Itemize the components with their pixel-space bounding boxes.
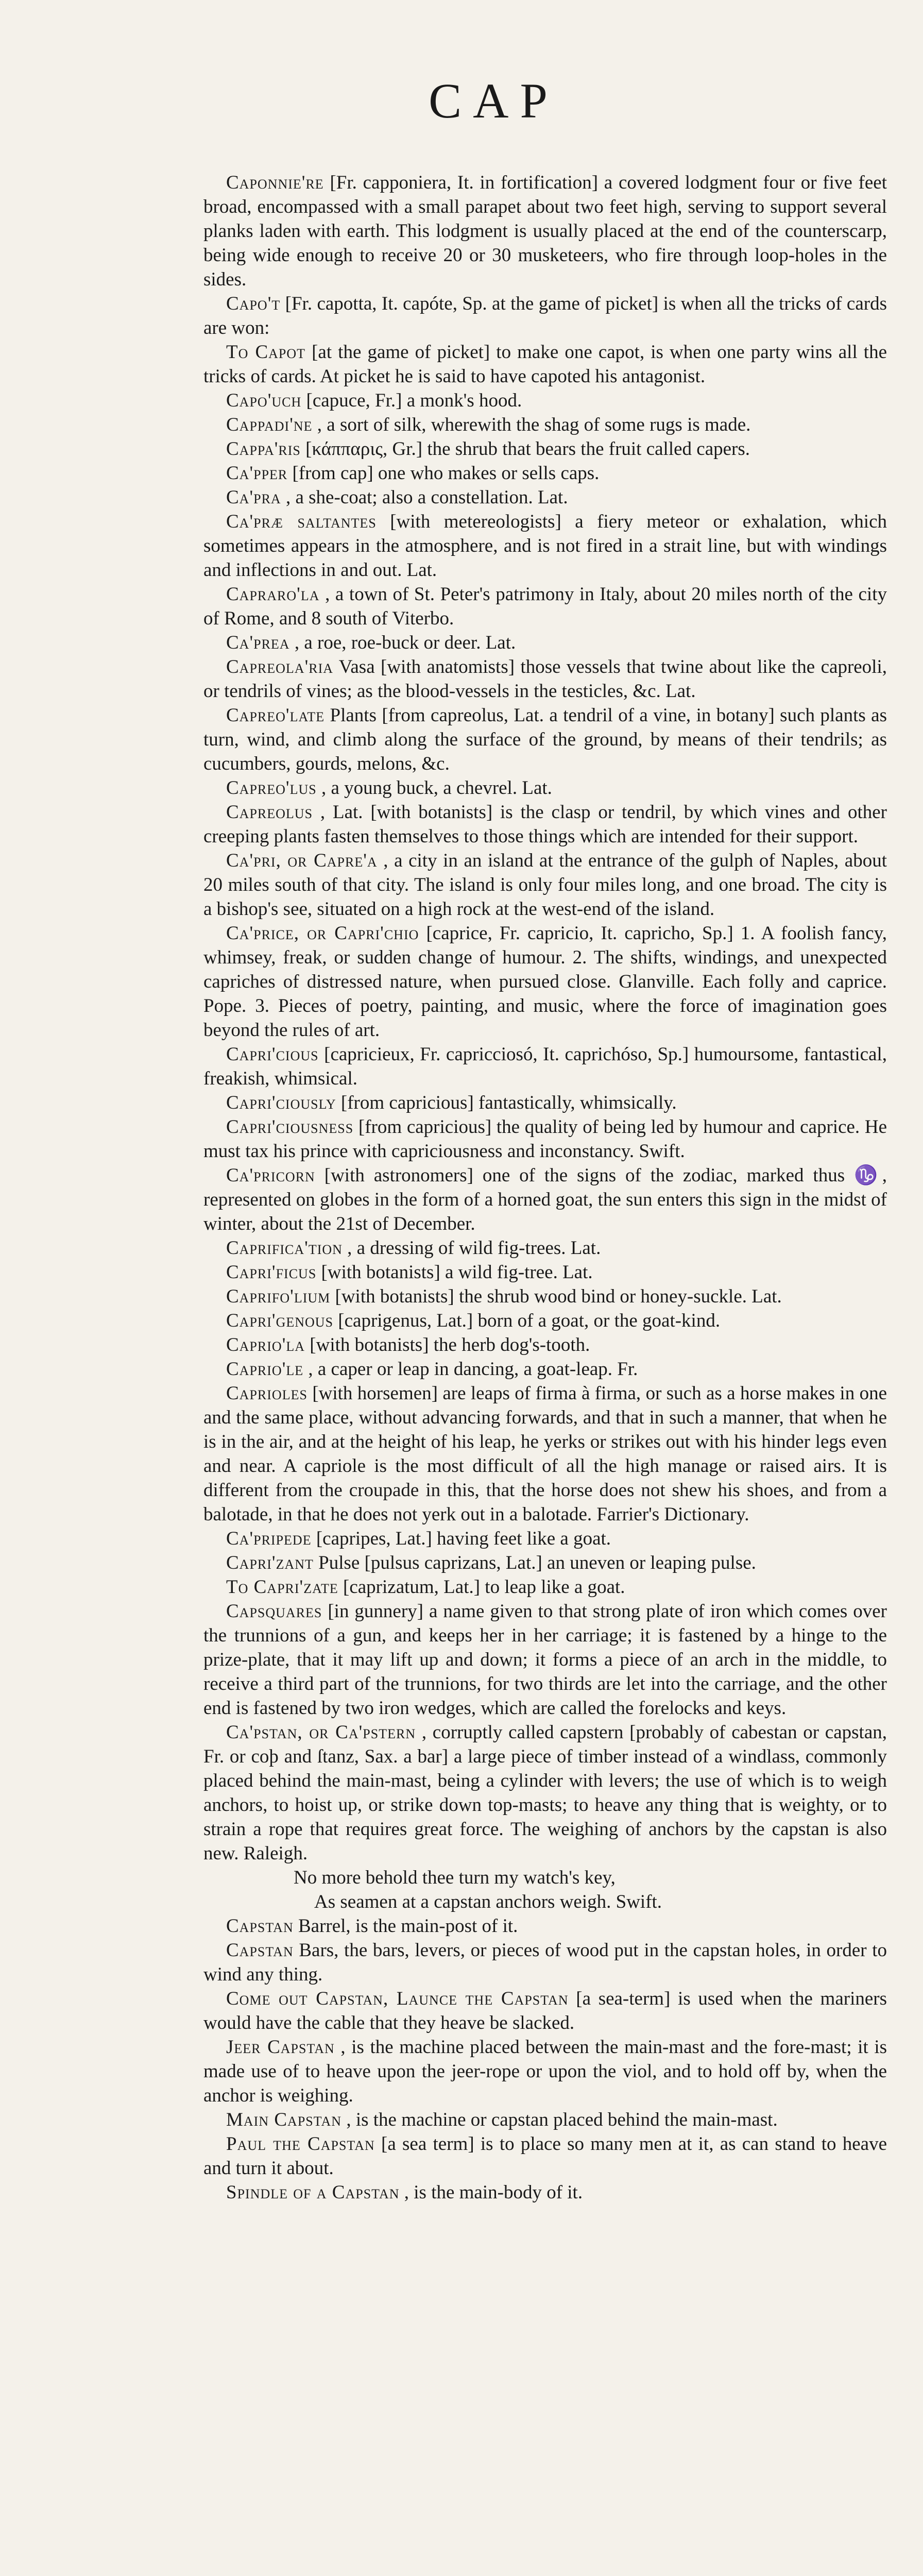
dictionary-entry: [203, 776, 887, 800]
dictionary-entry: [203, 1720, 887, 1866]
entry-term: Capreolus: [226, 802, 313, 823]
entry-term: Come out Capstan, Launce the Capstan: [226, 1988, 569, 2009]
entry-term: Main Capstan: [226, 2109, 342, 2130]
entry-definition: Barrel, is the main-post of it.: [298, 1916, 518, 1937]
entry-term: Ca'pricorn: [226, 1165, 315, 1186]
entry-definition: [capripes, Lat.] having feet like a goat.: [316, 1528, 611, 1549]
dictionary-entry: [203, 437, 887, 461]
entry-term: Caprifo'lium: [226, 1286, 331, 1307]
entry-definition: Bars, the bars, levers, or pieces of wood put in the capstan holes, in order to wind any thing.: [203, 1940, 887, 1985]
dictionary-entry: [203, 2132, 887, 2180]
entry-definition: [with botanists] the shrub wood bind or honey-suckle. Lat.: [335, 1286, 782, 1307]
dictionary-entry: [203, 1042, 887, 1091]
dictionary-entry: [203, 849, 887, 921]
entry-term: Capri'cious: [226, 1044, 319, 1065]
entry-term: Cappadi'ne: [226, 414, 313, 435]
dictionary-entry: [203, 340, 887, 388]
dictionary-entry: [203, 1938, 887, 1987]
entry-definition: [a sea-term] is used when the mariners would have the cable that they heave be slacked.: [203, 1988, 887, 2033]
entry-term: Ca'pper: [226, 463, 288, 484]
entry-term: Caponnie're: [226, 172, 324, 193]
page-title: CAP: [429, 73, 559, 128]
entry-definition: [from capricious] the quality of being led by humour and caprice. He must tax his prince with capriciousness and inconstancy. Swift.: [203, 1116, 887, 1162]
entry-definition: , is the machine placed between the main-mast and the fore-mast; it is made use of to heave upon the jeer-rope or upon the viol, and to hold off by, when the anchor is weighing.: [203, 2037, 887, 2106]
entry-definition: , a caper or leap in dancing, a goat-leap. Fr.: [308, 1359, 638, 1380]
dictionary-entry: [203, 413, 887, 437]
dictionary-entry: [203, 171, 887, 292]
entry-term: Ca'pripede: [226, 1528, 312, 1549]
entries-list-2: [203, 1914, 887, 2205]
dictionary-entry: [203, 1381, 887, 1527]
entry-term: Capraro'la: [226, 584, 320, 605]
entry-definition: [from capricious] fantastically, whimsically.: [340, 1092, 677, 1113]
entry-definition: [caprice, Fr. capricio, It. capricho, Sp.] 1. A foolish fancy, whimsey, freak, or sudden change of humour. 2. The shifts, windings, and unexpected capriches of distressed nature, when pursued close. Glanville. Each folly and caprice. Pope. 3. Pieces of poetry, painting, and music, where the force of imagination goes beyond the rules of art.: [203, 923, 887, 1041]
dictionary-entry: [203, 1236, 887, 1260]
entry-definition: [caprigenus, Lat.] born of a goat, or the goat-kind.: [338, 1310, 721, 1331]
entry-term: Ca'price, or Capri'chio: [226, 923, 419, 944]
entry-term: Capreo'lus: [226, 777, 317, 799]
dictionary-entry: [203, 703, 887, 776]
entry-term: Capreola'ria: [226, 656, 334, 677]
dictionary-entry: [203, 1914, 887, 1938]
entry-definition: [with astronomers] one of the signs of the zodiac, marked thus ♑, represented on globes in the form of a horned goat, the sun enters this sign in the midst of winter, about the 21st of December.: [203, 1165, 887, 1234]
dictionary-entry: [203, 1163, 887, 1236]
dictionary-entry: [203, 1357, 887, 1381]
entry-term: Ca'pra: [226, 487, 281, 508]
dictionary-entry: [203, 921, 887, 1042]
entry-term: Capri'ciously: [226, 1092, 336, 1113]
dictionary-entry: [203, 1284, 887, 1309]
dictionary-entry: [203, 510, 887, 582]
entry-term: Capo'uch: [226, 390, 302, 411]
dictionary-entry: [203, 461, 887, 485]
verse-line-1: No more behold thee turn my watch's key,: [294, 1867, 616, 1888]
entry-term: Caprio'le: [226, 1359, 304, 1380]
dictionary-entry: [203, 1987, 887, 2035]
entry-definition: [Fr. capotta, It. capóte, Sp. at the game of picket] is when all the tricks of cards are won:: [203, 293, 887, 338]
entry-term: To Capri'zate: [226, 1577, 338, 1598]
entry-definition: Vasa [with anatomists] those vessels that twine about like the capreoli, or tendrils of vines; as the blood-vessels in the testicles, &c. Lat.: [203, 656, 887, 702]
entry-definition: [κάππαρις, Gr.] the shrub that bears the fruit called capers.: [305, 438, 750, 460]
entry-term: Capri'ciousness: [226, 1116, 354, 1138]
entry-term: Capo't: [226, 293, 281, 314]
entry-definition: , a she-coat; also a constellation. Lat.: [285, 487, 568, 508]
entry-definition: [caprizatum, Lat.] to leap like a goat.: [343, 1577, 625, 1598]
entry-definition: [Fr. capponiera, It. in fortification] a covered lodgment four or five feet broad, encompassed with a small parapet about two feet high, serving to support several planks laden with earth. This lodgment is usually placed at the end of the counterscarp, being wide enough to receive 20 or 30 musketeers, who fire through loop-holes in the sides.: [203, 172, 887, 290]
dictionary-entry: [203, 631, 887, 655]
entry-term: Ca'pri, or Capre'a: [226, 850, 378, 871]
entry-definition: , a dressing of wild fig-trees. Lat.: [347, 1238, 601, 1259]
entry-term: Jeer Capstan: [226, 2037, 335, 2058]
entry-term: To Capot: [226, 342, 306, 363]
entry-term: Capstan: [226, 1940, 294, 1961]
dictionary-entry: [203, 388, 887, 413]
entry-definition: [capuce, Fr.] a monk's hood.: [306, 390, 522, 411]
dictionary-entry: [203, 2108, 887, 2132]
dictionary-entry: [203, 1091, 887, 1115]
verse-line-2: As seamen at a capstan anchors weigh. Swift.: [314, 1891, 662, 1912]
entry-term: Capstan: [226, 1916, 294, 1937]
entry-term: Capri'ficus: [226, 1262, 317, 1283]
dictionary-entry: [203, 1527, 887, 1551]
entry-definition: Plants [from capreolus, Lat. a tendril of a vine, in botany] such plants as turn, wind, and climb along the surface of the ground, by means of their tendrils; as cucumbers, gourds, melons, &c.: [203, 705, 887, 774]
entry-definition: , is the machine or capstan placed behind the main-mast.: [346, 2109, 778, 2130]
entry-term: Ca'pstan, or Ca'pstern: [226, 1722, 416, 1743]
dictionary-entry: [203, 1551, 887, 1575]
entry-definition: [in gunnery] a name given to that strong plate of iron which comes over the trunnions of a gun, and keeps her in her carriage; it is fastened by a hinge to the prize-plate, that it may lift up and down; it forms a piece of an arch in the middle, to receive a third part of the trunnions, for two thirds are let into the carriage, and the other end is fastened by two iron wedges, which are called the forelocks and keys.: [203, 1601, 887, 1719]
entry-definition: , a young buck, a chevrel. Lat.: [321, 777, 552, 799]
entry-term: Capri'zant: [226, 1552, 314, 1573]
dictionary-entry: [203, 1599, 887, 1720]
entry-term: Capsquares: [226, 1601, 322, 1622]
dictionary-entry: [203, 582, 887, 631]
dictionary-entry: [203, 2180, 887, 2205]
dictionary-entry: [203, 655, 887, 703]
entry-term: Spindle of a Capstan: [226, 2182, 400, 2203]
entry-term: Caprioles: [226, 1383, 307, 1404]
entry-definition: [from cap] one who makes or sells caps.: [292, 463, 600, 484]
entry-definition: [with botanists] a wild fig-tree. Lat.: [321, 1262, 593, 1283]
entry-definition: [capricieux, Fr. capricciosó, It. caprichóso, Sp.] humoursome, fantastical, freakish, whimsical.: [203, 1044, 887, 1089]
entry-definition: [at the game of picket] to make one capot, is when one party wins all the tricks of cards. At picket he is said to have capoted his antagonist.: [203, 342, 887, 387]
entry-term: Paul the Capstan: [226, 2133, 375, 2155]
entry-definition: , Lat. [with botanists] is the clasp or tendril, by which vines and other creeping plants fasten themselves to those things which are intended for their support.: [203, 802, 887, 847]
entry-definition: [with horsemen] are leaps of firma à firma, or such as a horse makes in one and the same place, without advancing forwards, and that in such a manner, that when he is in the air, and at the height of his leap, he yerks or strikes out with his hinder legs even and near. A capriole is the most difficult of all the high manage or raised airs. It is different from the croupade in this, that the horse does not shew his shoes, and from a balotade, in that he does not yerk out in a balotade. Farrier's Dictionary.: [203, 1383, 887, 1525]
entry-definition: , a roe, roe-buck or deer. Lat.: [294, 632, 516, 653]
entry-definition: , a sort of silk, wherewith the shag of some rugs is made.: [317, 414, 751, 435]
dictionary-entry: [203, 1333, 887, 1357]
dictionary-entry: [203, 1260, 887, 1284]
entry-term: Capri'genous: [226, 1310, 334, 1331]
entry-definition: Pulse [pulsus caprizans, Lat.] an uneven or leaping pulse.: [318, 1552, 756, 1573]
dictionary-entry: [203, 1309, 887, 1333]
entry-definition: [with botanists] the herb dog's-tooth.: [310, 1334, 590, 1355]
entry-term: Caprifica'tion: [226, 1238, 343, 1259]
dictionary-entry: [203, 800, 887, 849]
entry-term: Capreo'late: [226, 705, 325, 726]
dictionary-entry: [203, 1115, 887, 1163]
entry-term: Cappa'ris: [226, 438, 301, 460]
entries-list: [203, 171, 887, 1866]
entry-definition: , a town of St. Peter's patrimony in Italy, about 20 miles north of the city of Rome, and 8 south of Viterbo.: [203, 584, 887, 629]
dictionary-entry: [203, 2035, 887, 2108]
entry-definition: , corruptly called capstern [probably of cabestan or capstan, Fr. or coþ and ſtanz, Sax. a bar] a large piece of timber instead of a windlass, commonly placed behind the main-mast, being a cylinder with levers; the use of which is to weigh anchors, to hoist up, or strike down top-masts; to heave any thing that is weighty, or to strain a rope that requires great force. The weighing of anchors by the capstan is also new. Raleigh.: [203, 1722, 887, 1864]
entry-term: Ca'prea: [226, 632, 290, 653]
entry-definition: , is the main-body of it.: [404, 2182, 583, 2203]
entry-term: Ca'præ saltantes: [226, 511, 377, 532]
entry-definition: , a city in an island at the entrance of the gulph of Naples, about 20 miles south of that city. The island is only four miles long, and one broad. The city is a bishop's see, situated on a high rock at the west-end of the island.: [203, 850, 887, 920]
dictionary-entry: [203, 1575, 887, 1599]
dictionary-entry: [203, 292, 887, 340]
dictionary-entry: [203, 485, 887, 510]
entry-definition: [with metereologists] a fiery meteor or exhalation, which sometimes appears in the atmosphere, and is not fired in a strait line, but with windings and inflections in and out. Lat.: [203, 511, 887, 581]
entry-term: Caprio'la: [226, 1334, 305, 1355]
entry-definition: [a sea term] is to place so many men at it, as can stand to heave and turn it about.: [203, 2133, 887, 2179]
